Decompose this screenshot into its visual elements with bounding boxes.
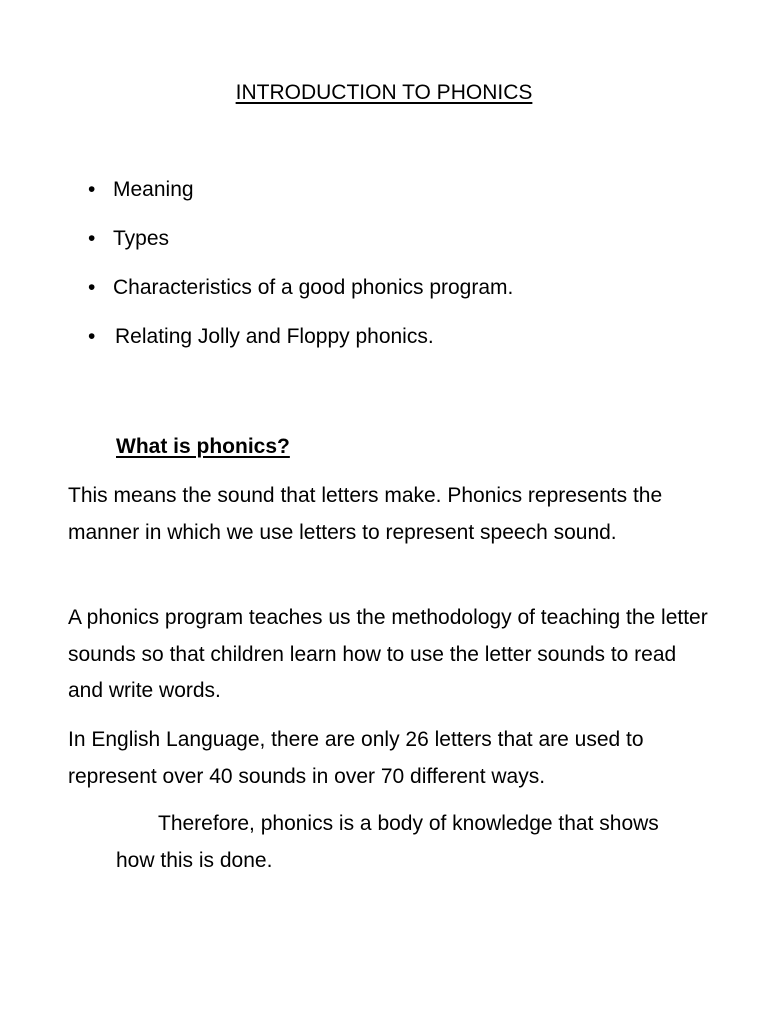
list-item-text: Types bbox=[113, 227, 170, 250]
list-item-text: Characteristics of a good phonics program. bbox=[113, 276, 514, 299]
paragraph-program: A phonics program teaches us the methodology of teaching the letter sounds so that children learn how to use the letter sounds to read and write words. bbox=[68, 606, 708, 702]
list-item-text: Meaning bbox=[113, 178, 194, 201]
bullet-icon: • bbox=[88, 276, 96, 299]
paragraph-letters: In English Language, there are only 26 letters that are used to represent over 40 sounds in over 70 different ways. bbox=[68, 728, 644, 788]
paragraph-definition: This means the sound that letters make. Phonics represents the manner in which we use letters to represent speech sound. bbox=[68, 484, 663, 544]
paragraph-conclusion: Therefore, phonics is a body of knowledge that shows how this is done. bbox=[116, 812, 659, 872]
bullet-icon: • bbox=[88, 178, 96, 201]
bullet-icon: • bbox=[88, 325, 96, 348]
section-heading: What is phonics? bbox=[116, 435, 290, 458]
bullet-icon: • bbox=[88, 227, 96, 250]
page-title: INTRODUCTION TO PHONICS bbox=[235, 81, 533, 104]
list-item-text: Relating Jolly and Floppy phonics. bbox=[115, 325, 434, 348]
